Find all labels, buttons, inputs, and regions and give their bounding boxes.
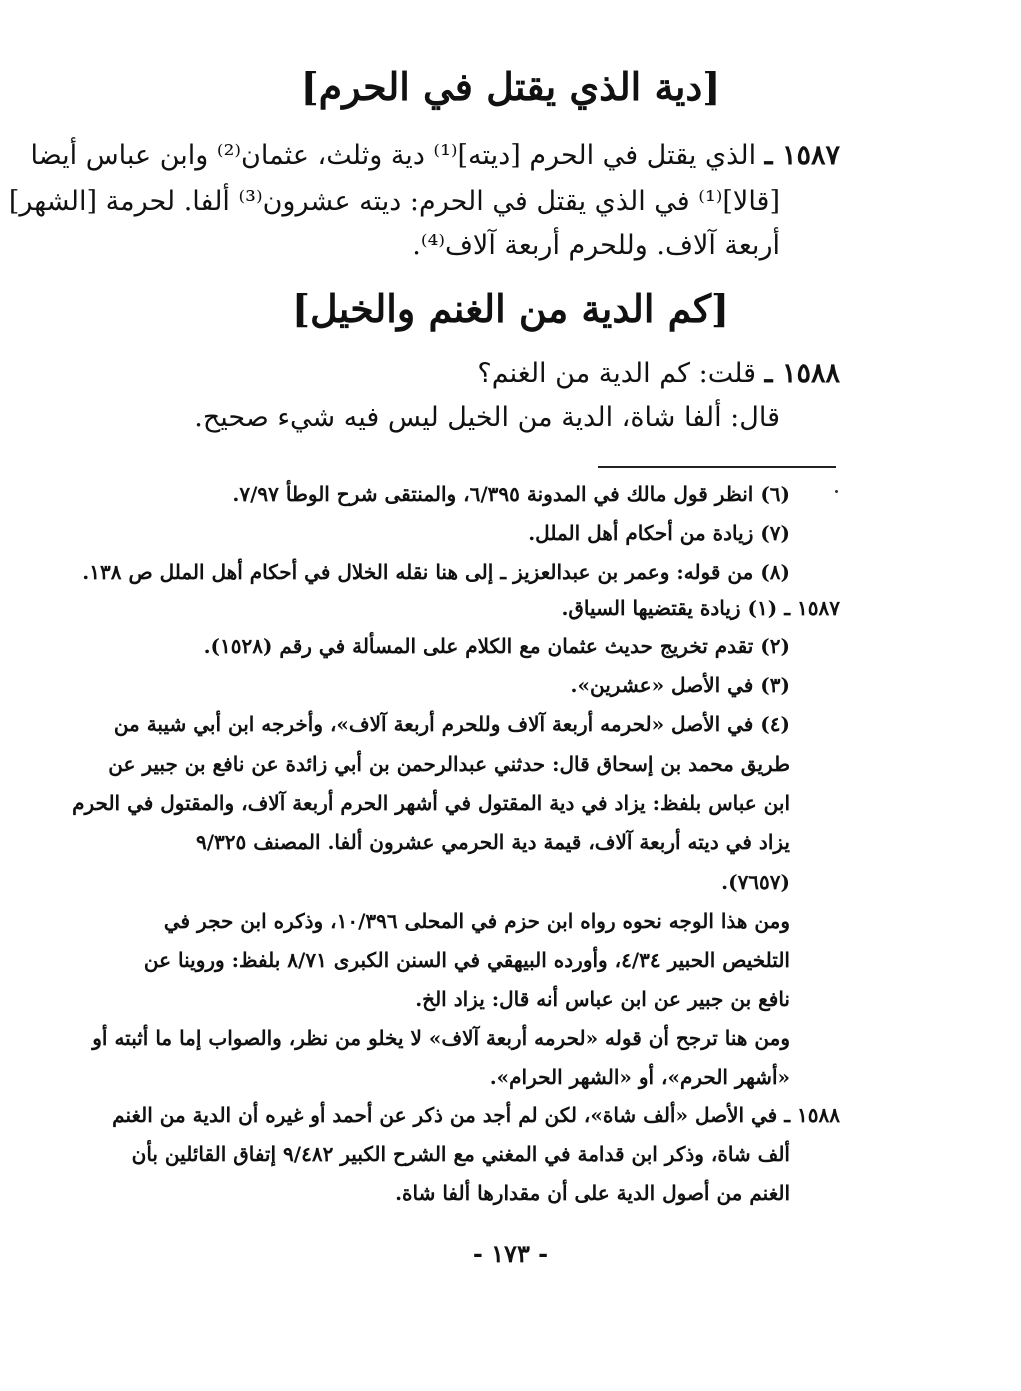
page-number: - ١٧٣ - xyxy=(472,1239,549,1268)
footnote-line: (٧) زيادة من أحكام أهل الملل. xyxy=(528,521,790,545)
footnote-line: (٣) في الأصل «عشرين». xyxy=(570,673,790,697)
footnote-line: ومن هذا الوجه نحوه رواه ابن حزم في المحلى ١٠/٣٩٦، وذكره ابن حجر في xyxy=(163,909,790,933)
entry-1588-text-1: قلت: كم الدية من الغنم؟ xyxy=(477,358,757,389)
section-heading-sheep-horses: [كم الدية من الغنم والخيل] xyxy=(291,286,730,331)
entry-1587-line-2: [قالا]⁽¹⁾ في الذي يقتل في الحرم: ديته عشرون⁽³⁾ ألفا. لحرمة [الشهر] xyxy=(8,186,780,217)
footnote-line: يزاد في ديته أربعة آلاف، قيمة دية الحرمي عشرون ألفا. المصنف ٩/٣٢٥ xyxy=(195,830,790,854)
footnote-separator xyxy=(598,466,836,468)
footnote-line: ألف شاة، وذكر ابن قدامة في المغني مع الشرح الكبير ٩/٤٨٢ إتفاق القائلين بأن xyxy=(131,1142,790,1166)
entry-1588-line-1 xyxy=(300,354,840,394)
footnote-line: (٦) انظر قول مالك في المدونة ٦/٣٩٥، والمنتقى شرح الوطأ ٧/٩٧. xyxy=(232,482,790,506)
entry-1587-line-3: أربعة آلاف. وللحرم أربعة آلاف⁽⁴⁾. xyxy=(412,230,780,261)
footnote-line: التلخيص الحبير ٤/٣٤، وأورده البيهقي في السنن الكبرى ٨/٧١ بلفظ: وروينا عن xyxy=(143,948,790,972)
footnote-line: (٤) في الأصل «لحرمه أربعة آلاف وللحرم أربعة آلاف»، وأخرجه ابن أبي شيبة من xyxy=(113,712,790,736)
footnote-line: «أشهر الحرم»، أو «الشهر الحرام». xyxy=(489,1065,790,1089)
section-heading-haram: [دية الذي يقتل في الحرم] xyxy=(300,64,721,109)
footnote-line: (٧٦٥٧). xyxy=(721,870,790,894)
footnote-line: طريق محمد بن إسحاق قال: حدثني عبدالرحمن بن أبي زائدة عن نافع بن جبير عن xyxy=(108,752,790,776)
margin-dot xyxy=(835,490,838,493)
footnote-line: نافع بن جبير عن ابن عباس أنه قال: يزاد الخ. xyxy=(415,987,790,1011)
entry-1587-number: ١٥٨٧ ـ xyxy=(764,140,840,171)
entry-1587-text-1: الذي يقتل في الحرم [ديته]⁽¹⁾ دية وثلث، عثمان⁽²⁾ وابن عباس أيضا xyxy=(30,140,757,171)
entry-1588-number: ١٥٨٨ ـ xyxy=(764,358,840,389)
footnote-line: ١٥٨٨ ـ في الأصل «ألف شاة»، لكن لم أجد من ذكر عن أحمد أو غيره أن الدية من الغنم xyxy=(112,1103,840,1127)
footnote-line: (٢) تقدم تخريج حديث عثمان مع الكلام على المسألة في رقم (١٥٢٨). xyxy=(203,634,790,658)
footnote-line: الغنم من أصول الدية على أن مقدارها ألفا شاة. xyxy=(395,1181,790,1205)
footnote-line: ومن هنا ترجح أن قوله «لحرمه أربعة آلاف» لا يخلو من نظر، والصواب إما ما أثبته أو xyxy=(92,1026,790,1050)
footnote-line: (٨) من قوله: وعمر بن عبدالعزيز ـ إلى هنا نقله الخلال في أحكام أهل الملل ص ١٣٨. xyxy=(82,560,790,584)
footnote-line: ١٥٨٧ ـ (١) زيادة يقتضيها السياق. xyxy=(561,596,840,620)
entry-1587-line-1 xyxy=(30,136,840,176)
footnote-line: ابن عباس بلفظ: يزاد في دية المقتول في أشهر الحرم أربعة آلاف، والمقتول في الحرم xyxy=(72,791,790,815)
entry-1588-line-2: قال: ألفا شاة، الدية من الخيل ليس فيه شيء صحيح. xyxy=(194,402,780,433)
